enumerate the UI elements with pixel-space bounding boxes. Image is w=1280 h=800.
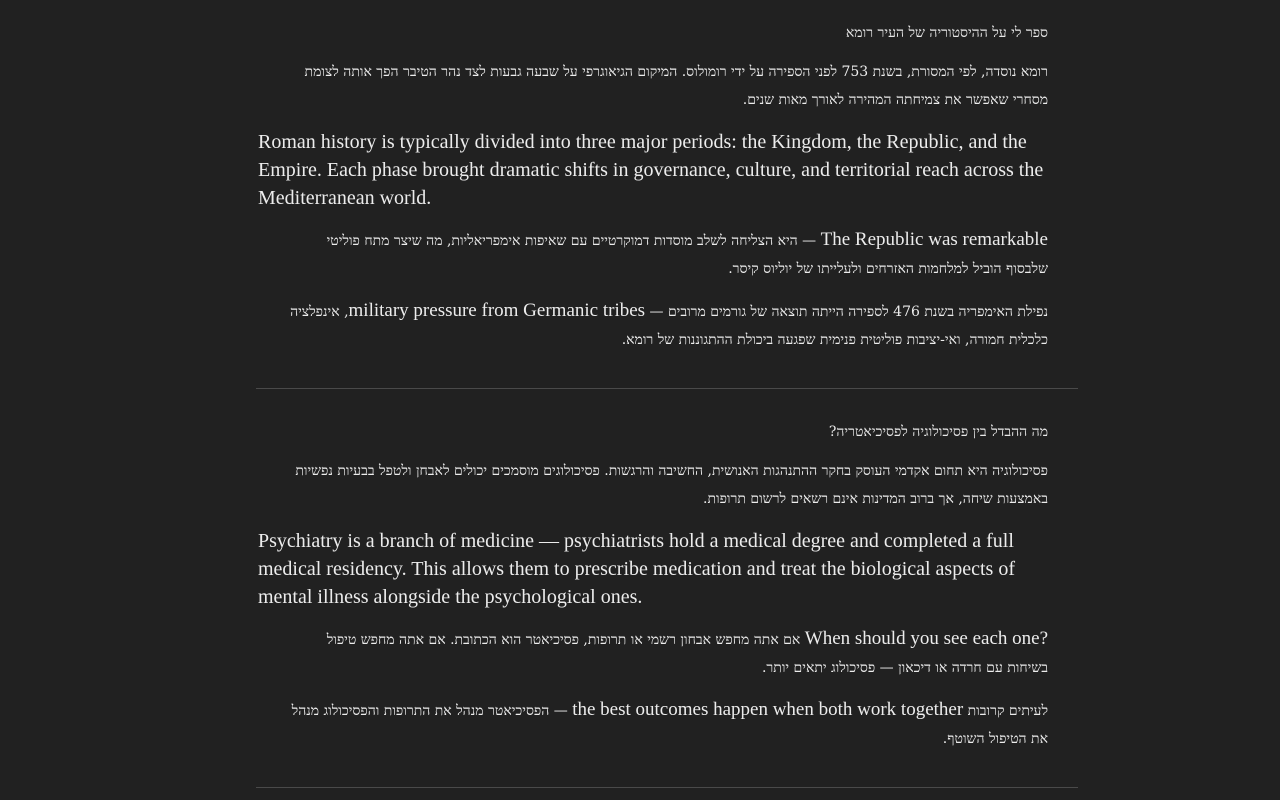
user-message: ספר לי על ההיסטוריה של העיר רומא: [845, 25, 1048, 41]
hebrew-text: — הפסיכיאטר מנהל את התרופות והפסיכולוג מנהל את הטיפול השוטף.: [291, 703, 1048, 747]
english-phrase: military pressure from Germanic tribes: [348, 300, 646, 321]
hebrew-text: נפילת האימפריה בשנת 476 לספירה הייתה תוצאה של גורמים מרובים —: [645, 304, 1048, 320]
answer-paragraph: Roman history is typically divided into three major periods: the Kingdom, the Republic, and the Empire. Each phase brought dramatic shifts in governance, culture, and territorial reach across the Mediterranean world.: [258, 131, 1044, 209]
answer-paragraph: [256, 297, 1048, 354]
english-phrase: When should you see each one?: [804, 628, 1048, 649]
answer-paragraph: פסיכולוגיה היא תחום אקדמי העוסק בחקר ההתנהגות האנושית, החשיבה והרגשות. פסיכולוגים מוסמכים יכולים לאבחן ולטפל בבעיות נפשיות באמצעות שיחה, אך ברוב המדינות אינם רשאים לרשום תרופות.: [295, 463, 1048, 507]
conversation-turn: [256, 0, 1078, 389]
english-phrase: the best outcomes happen when both work together: [572, 699, 964, 720]
chat-thread: [256, 0, 1078, 788]
hebrew-text: אם אתה מחפש אבחון רשמי או תרופות, פסיכיאטר הוא הכתובת. אם אתה מחפש טיפול בשיחות עם חרדה או דיכאון — פסיכולוג יתאים יותר.: [326, 632, 1048, 676]
answer-paragraph: Psychiatry is a branch of medicine — psychiatrists hold a medical degree and completed a full medical residency. This allows them to prescribe medication and treat the biological aspects of mental illness alongside the psychological ones.: [258, 530, 1015, 608]
answer-paragraph: [256, 226, 1048, 283]
conversation-turn: [256, 389, 1078, 788]
hebrew-text: , אינפלציה כלכלית חמורה, ואי-יציבות פוליטית פנימית שפגעה ביכולת ההתגוננות של רומא.: [290, 304, 1048, 348]
english-phrase: The Republic was remarkable: [820, 229, 1048, 250]
answer-paragraph: רומא נוסדה, לפי המסורת, בשנת 753 לפני הספירה על ידי רומולוס. המיקום הגיאוגרפי על שבעה גבעות לצד נהר הטיבר הפך אותה לצומת מסחרי שאפשר את צמיחתה המהירה לאורך מאות שנים.: [304, 64, 1048, 108]
hebrew-text: לעיתים קרובות: [963, 703, 1048, 719]
hebrew-text: — היא הצליחה לשלב מוסדות דמוקרטיים עם שאיפות אימפריאליות, מה שיצר מתח פוליטי שלבסוף הוביל למלחמות האזרחים ולעלייתו של יוליוס קיסר.: [326, 233, 1048, 277]
answer-paragraph: [256, 625, 1048, 682]
answer-paragraph: [256, 696, 1048, 753]
user-message: מה ההבדל בין פסיכולוגיה לפסיכיאטריה?: [828, 424, 1048, 440]
